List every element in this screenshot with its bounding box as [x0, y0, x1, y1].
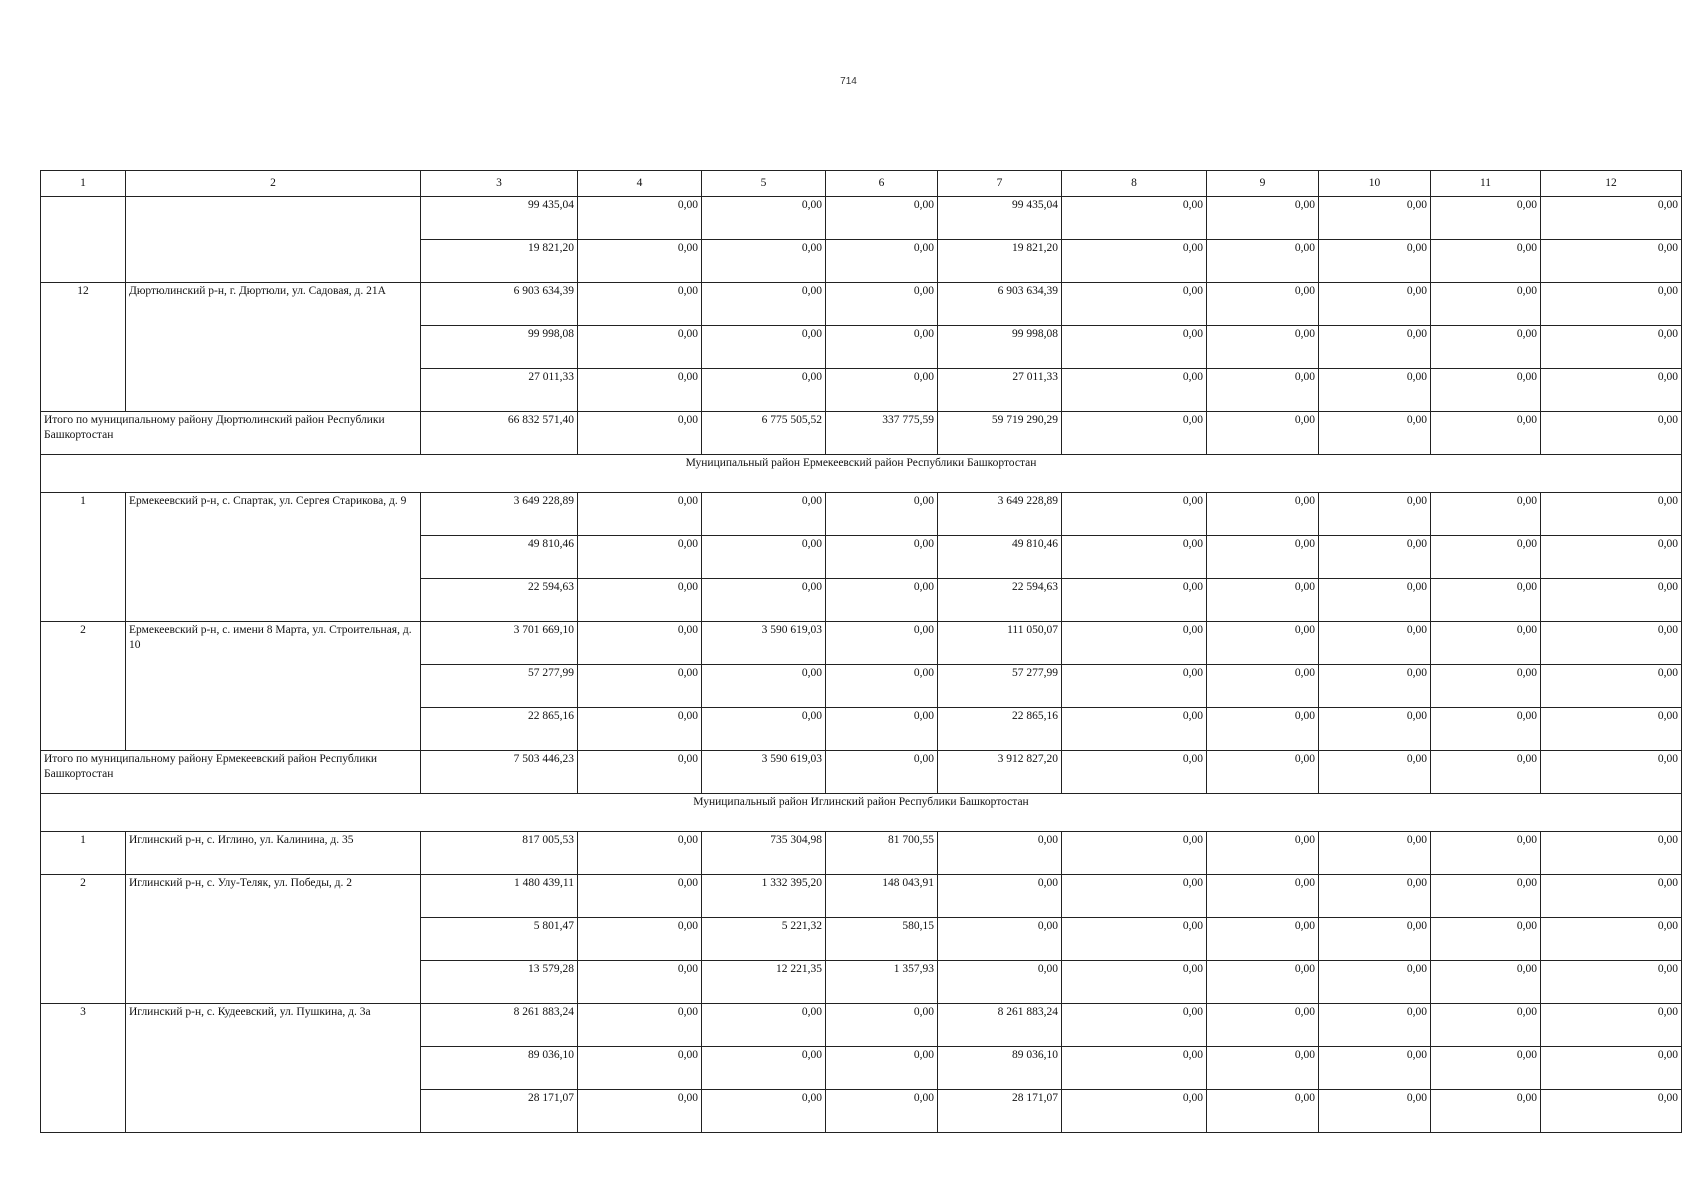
amount-cell: 0,00 — [826, 751, 938, 794]
amount-cell: 0,00 — [1541, 579, 1682, 622]
amount-cell: 89 036,10 — [938, 1047, 1062, 1090]
amount-cell: 0,00 — [578, 1004, 702, 1047]
amount-cell: 0,00 — [826, 369, 938, 412]
amount-cell: 0,00 — [1062, 536, 1207, 579]
amount-cell: 0,00 — [702, 326, 826, 369]
amount-cell: 3 590 619,03 — [702, 751, 826, 794]
amount-cell: 27 011,33 — [938, 369, 1062, 412]
row-index — [41, 1090, 126, 1133]
amount-cell: 735 304,98 — [702, 832, 826, 875]
address-cell — [126, 197, 421, 240]
table-subrow — [41, 665, 1682, 708]
column-header: 7 — [938, 171, 1062, 197]
table-subrow — [41, 536, 1682, 579]
table-subrow — [41, 708, 1682, 751]
amount-cell: 0,00 — [578, 283, 702, 326]
row-index: 12 — [41, 283, 126, 326]
amount-cell: 0,00 — [702, 493, 826, 536]
amount-cell: 0,00 — [1207, 536, 1319, 579]
amount-cell: 0,00 — [1062, 751, 1207, 794]
amount-cell: 0,00 — [826, 622, 938, 665]
amount-cell: 0,00 — [1207, 622, 1319, 665]
amount-cell: 0,00 — [578, 326, 702, 369]
amount-cell: 0,00 — [1319, 579, 1431, 622]
row-index: 3 — [41, 1004, 126, 1047]
amount-cell: 0,00 — [1319, 240, 1431, 283]
amount-cell: 0,00 — [1431, 326, 1541, 369]
amount-cell: 0,00 — [578, 708, 702, 751]
amount-cell: 27 011,33 — [421, 369, 578, 412]
row-index — [41, 665, 126, 708]
amount-cell: 0,00 — [702, 579, 826, 622]
amount-cell: 0,00 — [1541, 1047, 1682, 1090]
amount-cell: 12 221,35 — [702, 961, 826, 1004]
address-cell: Ермекеевский р-н, с. Спартак, ул. Сергея Старикова, д. 9 — [126, 493, 421, 536]
amount-cell: 0,00 — [1207, 832, 1319, 875]
amount-cell: 81 700,55 — [826, 832, 938, 875]
amount-cell: 0,00 — [1062, 240, 1207, 283]
amount-cell: 0,00 — [1431, 369, 1541, 412]
amount-cell: 0,00 — [1207, 875, 1319, 918]
amount-cell: 0,00 — [578, 751, 702, 794]
section-header-row — [41, 455, 1682, 493]
amount-cell: 0,00 — [826, 579, 938, 622]
amount-cell: 0,00 — [578, 240, 702, 283]
amount-cell: 1 480 439,11 — [421, 875, 578, 918]
row-index — [41, 961, 126, 1004]
amount-cell: 0,00 — [1319, 1047, 1431, 1090]
amount-cell: 0,00 — [1431, 493, 1541, 536]
table-subrow — [41, 1047, 1682, 1090]
column-header: 8 — [1062, 171, 1207, 197]
amount-cell: 0,00 — [578, 1047, 702, 1090]
column-header: 4 — [578, 171, 702, 197]
amount-cell: 0,00 — [1062, 832, 1207, 875]
amount-cell: 0,00 — [1207, 708, 1319, 751]
row-index — [41, 326, 126, 369]
amount-cell: 0,00 — [1541, 751, 1682, 794]
table-subrow — [41, 240, 1682, 283]
amount-cell: 0,00 — [1541, 918, 1682, 961]
amount-cell: 0,00 — [578, 961, 702, 1004]
table-subrow — [41, 197, 1682, 240]
row-index — [41, 197, 126, 240]
amount-cell: 5 801,47 — [421, 918, 578, 961]
amount-cell: 0,00 — [1062, 665, 1207, 708]
amount-cell: 5 221,32 — [702, 918, 826, 961]
amount-cell: 0,00 — [826, 493, 938, 536]
row-index — [41, 1047, 126, 1090]
amount-cell: 99 435,04 — [938, 197, 1062, 240]
address-cell: Иглинский р-н, с. Улу-Теляк, ул. Победы, д. 2 — [126, 875, 421, 918]
amount-cell: 0,00 — [1062, 1090, 1207, 1133]
column-header: 12 — [1541, 171, 1682, 197]
amount-cell: 3 912 827,20 — [938, 751, 1062, 794]
amount-cell: 0,00 — [1207, 1047, 1319, 1090]
amount-cell: 0,00 — [1319, 536, 1431, 579]
column-header: 2 — [126, 171, 421, 197]
amount-cell: 0,00 — [702, 369, 826, 412]
budget-table — [40, 170, 1682, 1133]
row-index — [41, 579, 126, 622]
amount-cell: 22 594,63 — [938, 579, 1062, 622]
column-header: 1 — [41, 171, 126, 197]
table-body — [41, 171, 1682, 1133]
amount-cell: 0,00 — [1062, 708, 1207, 751]
amount-cell: 0,00 — [1207, 918, 1319, 961]
amount-cell: 57 277,99 — [938, 665, 1062, 708]
amount-cell: 0,00 — [1207, 579, 1319, 622]
amount-cell: 0,00 — [1431, 197, 1541, 240]
amount-cell: 0,00 — [1062, 326, 1207, 369]
address-cell — [126, 1090, 421, 1133]
amount-cell: 580,15 — [826, 918, 938, 961]
address-cell — [126, 369, 421, 412]
amount-cell: 0,00 — [1062, 283, 1207, 326]
amount-cell: 0,00 — [826, 240, 938, 283]
amount-cell: 1 332 395,20 — [702, 875, 826, 918]
row-index — [41, 918, 126, 961]
table-row — [41, 283, 1682, 326]
amount-cell: 59 719 290,29 — [938, 412, 1062, 455]
amount-cell: 0,00 — [938, 961, 1062, 1004]
amount-cell: 0,00 — [1431, 1004, 1541, 1047]
amount-cell: 0,00 — [1319, 832, 1431, 875]
row-index: 1 — [41, 493, 126, 536]
address-cell — [126, 326, 421, 369]
amount-cell: 0,00 — [578, 369, 702, 412]
address-cell — [126, 918, 421, 961]
amount-cell: 0,00 — [1319, 751, 1431, 794]
amount-cell: 0,00 — [1319, 961, 1431, 1004]
amount-cell: 0,00 — [578, 536, 702, 579]
amount-cell: 0,00 — [1062, 493, 1207, 536]
amount-cell: 0,00 — [1431, 708, 1541, 751]
amount-cell: 0,00 — [1207, 751, 1319, 794]
amount-cell: 0,00 — [826, 1090, 938, 1133]
amount-cell: 7 503 446,23 — [421, 751, 578, 794]
amount-cell: 0,00 — [702, 708, 826, 751]
amount-cell: 19 821,20 — [421, 240, 578, 283]
amount-cell: 0,00 — [702, 1004, 826, 1047]
amount-cell: 6 903 634,39 — [421, 283, 578, 326]
row-index — [41, 708, 126, 751]
address-cell: Иглинский р-н, с. Иглино, ул. Калинина, д. 35 — [126, 832, 421, 875]
amount-cell: 99 998,08 — [421, 326, 578, 369]
amount-cell: 0,00 — [1207, 961, 1319, 1004]
amount-cell: 49 810,46 — [938, 536, 1062, 579]
amount-cell: 0,00 — [1062, 622, 1207, 665]
amount-cell: 0,00 — [1062, 1004, 1207, 1047]
column-header: 6 — [826, 171, 938, 197]
amount-cell: 6 903 634,39 — [938, 283, 1062, 326]
amount-cell: 13 579,28 — [421, 961, 578, 1004]
amount-cell: 111 050,07 — [938, 622, 1062, 665]
amount-cell: 0,00 — [1319, 197, 1431, 240]
amount-cell: 0,00 — [1431, 536, 1541, 579]
row-index — [41, 536, 126, 579]
amount-cell: 6 775 505,52 — [702, 412, 826, 455]
amount-cell: 0,00 — [578, 918, 702, 961]
amount-cell: 0,00 — [826, 536, 938, 579]
amount-cell: 0,00 — [1541, 197, 1682, 240]
table-row — [41, 493, 1682, 536]
amount-cell: 0,00 — [1207, 197, 1319, 240]
address-cell — [126, 708, 421, 751]
amount-cell: 0,00 — [1062, 875, 1207, 918]
amount-cell: 817 005,53 — [421, 832, 578, 875]
amount-cell: 0,00 — [1319, 369, 1431, 412]
total-label: Итого по муниципальному району Ермекеевский район Республики Башкортостан — [41, 751, 421, 794]
amount-cell: 0,00 — [938, 832, 1062, 875]
table-row — [41, 1004, 1682, 1047]
amount-cell: 19 821,20 — [938, 240, 1062, 283]
amount-cell: 0,00 — [1062, 197, 1207, 240]
total-row — [41, 412, 1682, 455]
amount-cell: 0,00 — [702, 536, 826, 579]
amount-cell: 0,00 — [578, 875, 702, 918]
amount-cell: 0,00 — [1207, 1004, 1319, 1047]
row-index: 2 — [41, 875, 126, 918]
amount-cell: 0,00 — [1431, 751, 1541, 794]
amount-cell: 0,00 — [578, 412, 702, 455]
amount-cell: 0,00 — [1207, 493, 1319, 536]
amount-cell: 0,00 — [1431, 579, 1541, 622]
amount-cell: 0,00 — [1541, 622, 1682, 665]
amount-cell: 0,00 — [1062, 412, 1207, 455]
table-subrow — [41, 369, 1682, 412]
amount-cell: 0,00 — [1207, 240, 1319, 283]
column-number-row — [41, 171, 1682, 197]
total-label: Итого по муниципальному району Дюртюлинский район Республики Башкортостан — [41, 412, 421, 455]
address-cell: Ермекеевский р-н, с. имени 8 Марта, ул. Строительная, д. 10 — [126, 622, 421, 665]
amount-cell: 0,00 — [1541, 326, 1682, 369]
amount-cell: 0,00 — [1431, 961, 1541, 1004]
amount-cell: 0,00 — [1541, 412, 1682, 455]
amount-cell: 0,00 — [1431, 1047, 1541, 1090]
amount-cell: 0,00 — [1541, 493, 1682, 536]
amount-cell: 0,00 — [1431, 918, 1541, 961]
row-index — [41, 240, 126, 283]
amount-cell: 0,00 — [826, 1004, 938, 1047]
amount-cell: 0,00 — [1541, 961, 1682, 1004]
address-cell — [126, 961, 421, 1004]
amount-cell: 0,00 — [1207, 326, 1319, 369]
amount-cell: 0,00 — [578, 622, 702, 665]
amount-cell: 0,00 — [1319, 412, 1431, 455]
section-header-row — [41, 794, 1682, 832]
amount-cell: 0,00 — [826, 197, 938, 240]
table-subrow — [41, 326, 1682, 369]
amount-cell: 3 649 228,89 — [421, 493, 578, 536]
amount-cell: 0,00 — [1062, 579, 1207, 622]
amount-cell: 0,00 — [702, 1047, 826, 1090]
table-row — [41, 622, 1682, 665]
amount-cell: 0,00 — [702, 197, 826, 240]
amount-cell: 0,00 — [1319, 708, 1431, 751]
table-row — [41, 832, 1682, 875]
amount-cell: 0,00 — [1207, 283, 1319, 326]
amount-cell: 0,00 — [1541, 1090, 1682, 1133]
amount-cell: 0,00 — [1541, 665, 1682, 708]
amount-cell: 3 701 669,10 — [421, 622, 578, 665]
amount-cell: 0,00 — [702, 1090, 826, 1133]
amount-cell: 0,00 — [1541, 240, 1682, 283]
address-cell — [126, 536, 421, 579]
page-number: 714 — [840, 76, 857, 87]
amount-cell: 57 277,99 — [421, 665, 578, 708]
amount-cell: 0,00 — [578, 493, 702, 536]
amount-cell: 337 775,59 — [826, 412, 938, 455]
amount-cell: 99 435,04 — [421, 197, 578, 240]
table-subrow — [41, 579, 1682, 622]
amount-cell: 0,00 — [1062, 1047, 1207, 1090]
amount-cell: 0,00 — [1319, 283, 1431, 326]
amount-cell: 0,00 — [1319, 493, 1431, 536]
amount-cell: 0,00 — [1207, 412, 1319, 455]
amount-cell: 0,00 — [1541, 369, 1682, 412]
amount-cell: 0,00 — [1431, 283, 1541, 326]
amount-cell: 0,00 — [1541, 1004, 1682, 1047]
amount-cell: 22 594,63 — [421, 579, 578, 622]
amount-cell: 0,00 — [826, 326, 938, 369]
amount-cell: 22 865,16 — [421, 708, 578, 751]
column-header: 9 — [1207, 171, 1319, 197]
amount-cell: 8 261 883,24 — [938, 1004, 1062, 1047]
amount-cell: 0,00 — [1431, 1090, 1541, 1133]
address-cell: Иглинский р-н, с. Кудеевский, ул. Пушкина, д. 3а — [126, 1004, 421, 1047]
amount-cell: 8 261 883,24 — [421, 1004, 578, 1047]
amount-cell: 0,00 — [1062, 961, 1207, 1004]
amount-cell: 28 171,07 — [421, 1090, 578, 1133]
amount-cell: 0,00 — [1431, 665, 1541, 708]
total-row — [41, 751, 1682, 794]
amount-cell: 0,00 — [938, 875, 1062, 918]
amount-cell: 148 043,91 — [826, 875, 938, 918]
amount-cell: 0,00 — [826, 1047, 938, 1090]
amount-cell: 0,00 — [1207, 369, 1319, 412]
amount-cell: 0,00 — [938, 918, 1062, 961]
amount-cell: 0,00 — [1541, 283, 1682, 326]
address-cell: Дюртюлинский р-н, г. Дюртюли, ул. Садовая, д. 21А — [126, 283, 421, 326]
amount-cell: 0,00 — [1541, 536, 1682, 579]
table-subrow — [41, 961, 1682, 1004]
column-header: 11 — [1431, 171, 1541, 197]
amount-cell: 1 357,93 — [826, 961, 938, 1004]
table-row — [41, 875, 1682, 918]
amount-cell: 0,00 — [1319, 918, 1431, 961]
column-header: 3 — [421, 171, 578, 197]
amount-cell: 0,00 — [578, 832, 702, 875]
amount-cell: 3 590 619,03 — [702, 622, 826, 665]
amount-cell: 0,00 — [1541, 832, 1682, 875]
amount-cell: 0,00 — [1207, 1090, 1319, 1133]
amount-cell: 0,00 — [578, 197, 702, 240]
column-header: 10 — [1319, 171, 1431, 197]
amount-cell: 0,00 — [1062, 369, 1207, 412]
amount-cell: 3 649 228,89 — [938, 493, 1062, 536]
amount-cell: 0,00 — [1319, 875, 1431, 918]
amount-cell: 28 171,07 — [938, 1090, 1062, 1133]
amount-cell: 0,00 — [1431, 875, 1541, 918]
amount-cell: 66 832 571,40 — [421, 412, 578, 455]
address-cell — [126, 240, 421, 283]
column-header: 5 — [702, 171, 826, 197]
table-subrow — [41, 1090, 1682, 1133]
section-title: Муниципальный район Ермекеевский район Республики Башкортостан — [41, 455, 1682, 493]
amount-cell: 0,00 — [702, 665, 826, 708]
amount-cell: 0,00 — [1319, 1004, 1431, 1047]
amount-cell: 0,00 — [1431, 622, 1541, 665]
row-index — [41, 369, 126, 412]
amount-cell: 99 998,08 — [938, 326, 1062, 369]
amount-cell: 0,00 — [1319, 665, 1431, 708]
address-cell — [126, 579, 421, 622]
row-index: 1 — [41, 832, 126, 875]
amount-cell: 0,00 — [1431, 412, 1541, 455]
amount-cell: 0,00 — [578, 1090, 702, 1133]
section-title: Муниципальный район Иглинский район Республики Башкортостан — [41, 794, 1682, 832]
amount-cell: 0,00 — [578, 579, 702, 622]
amount-cell: 22 865,16 — [938, 708, 1062, 751]
amount-cell: 0,00 — [1431, 240, 1541, 283]
amount-cell: 0,00 — [1207, 665, 1319, 708]
amount-cell: 0,00 — [826, 283, 938, 326]
amount-cell: 0,00 — [1319, 326, 1431, 369]
table-subrow — [41, 918, 1682, 961]
amount-cell: 0,00 — [1541, 708, 1682, 751]
amount-cell: 0,00 — [1541, 875, 1682, 918]
amount-cell: 0,00 — [1319, 622, 1431, 665]
amount-cell: 49 810,46 — [421, 536, 578, 579]
amount-cell: 0,00 — [1062, 918, 1207, 961]
amount-cell: 0,00 — [1319, 1090, 1431, 1133]
amount-cell: 0,00 — [702, 283, 826, 326]
row-index: 2 — [41, 622, 126, 665]
amount-cell: 0,00 — [1431, 832, 1541, 875]
amount-cell: 0,00 — [826, 708, 938, 751]
amount-cell: 89 036,10 — [421, 1047, 578, 1090]
amount-cell: 0,00 — [702, 240, 826, 283]
amount-cell: 0,00 — [826, 665, 938, 708]
address-cell — [126, 665, 421, 708]
amount-cell: 0,00 — [578, 665, 702, 708]
address-cell — [126, 1047, 421, 1090]
